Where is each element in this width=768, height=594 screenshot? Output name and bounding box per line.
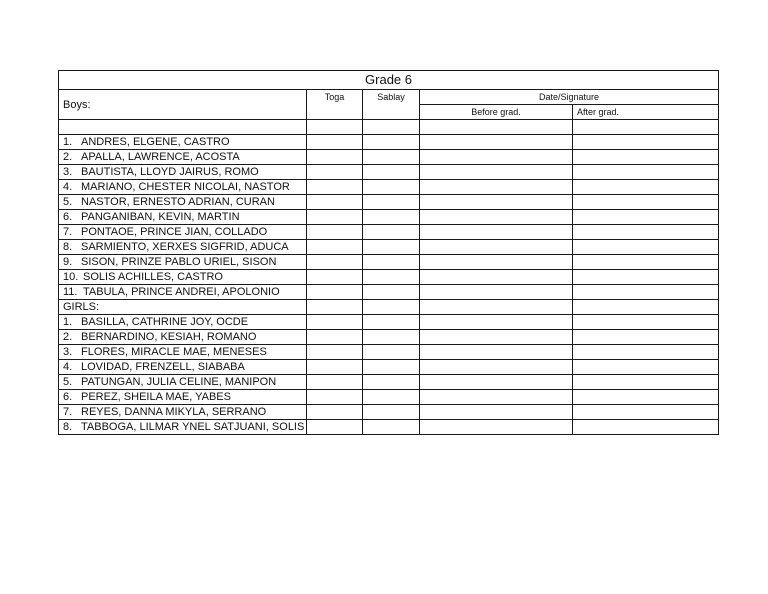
sablay-cell [363,329,420,344]
table-row [59,389,719,404]
sablay-cell [363,374,420,389]
after-grad-cell [573,209,719,224]
girls-label: GIRLS: [59,299,307,314]
student-name-cell [59,284,307,299]
toga-cell [307,329,363,344]
toga-cell [307,374,363,389]
before-grad-cell [420,254,573,269]
student-name-cell [59,344,307,359]
table-row [59,254,719,269]
toga-cell [307,164,363,179]
student-number: 1. [63,135,73,148]
table-row [59,269,719,284]
sablay-cell [363,254,420,269]
toga-cell [307,239,363,254]
student-name-cell [59,314,307,329]
student-name: BERNARDINO, KESIAH, ROMANO [81,330,257,343]
after-grad-cell [573,344,719,359]
sablay-cell [363,164,420,179]
toga-cell [307,209,363,224]
student-name: TABULA, PRINCE ANDREI, APOLONIO [83,285,280,298]
student-name-cell [59,134,307,149]
sablay-cell [363,404,420,419]
after-grad-cell [573,254,719,269]
sablay-cell [363,209,420,224]
table-row [59,209,719,224]
student-name-cell [59,239,307,254]
student-number: 7. [63,225,73,238]
student-name-cell [59,404,307,419]
before-grad-cell [420,179,573,194]
after-grad-cell [573,179,719,194]
student-name: MARIANO, CHESTER NICOLAI, NASTOR [81,180,290,193]
student-number: 3. [63,165,73,178]
after-grad-cell [573,389,719,404]
toga-cell [307,314,363,329]
student-number: 4. [63,360,73,373]
blank-cell [307,120,363,135]
before-grad-cell [420,329,573,344]
student-name-cell [59,179,307,194]
student-name: PEREZ, SHEILA MAE, YABES [81,390,231,403]
grade-roster-table [58,70,719,435]
sablay-cell [363,134,420,149]
student-name: SARMIENTO, XERXES SIGFRID, ADUCA [81,240,289,253]
blank-cell [573,120,719,135]
student-name-cell [59,149,307,164]
sablay-cell [363,194,420,209]
student-name: LOVIDAD, FRENZELL, SIABABA [81,360,245,373]
toga-cell [307,149,363,164]
student-name: FLORES, MIRACLE MAE, MENESES [81,345,267,358]
girls-section-row [59,299,719,314]
title-row [59,71,719,90]
student-number: 2. [63,330,73,343]
student-number: 6. [63,210,73,223]
table-row [59,149,719,164]
toga-cell [307,179,363,194]
grade-title: Grade 6 [59,71,719,90]
before-grad-cell [420,134,573,149]
after-grad-cell [573,299,719,314]
toga-cell [307,419,363,434]
toga-cell [307,224,363,239]
sablay-cell [363,419,420,434]
after-grad-cell [573,269,719,284]
student-name: BAUTISTA, LLOYD JAIRUS, ROMO [81,165,259,178]
toga-cell [307,404,363,419]
toga-cell [307,194,363,209]
sablay-header: Sablay [363,90,420,120]
before-grad-cell [420,149,573,164]
after-grad-cell [573,239,719,254]
student-name: SOLIS ACHILLES, CASTRO [83,270,223,283]
before-grad-cell [420,359,573,374]
after-grad-header: After grad. [573,105,719,120]
document-page [58,70,718,435]
student-number: 10. [63,270,79,283]
after-grad-cell [573,194,719,209]
student-name-cell [59,254,307,269]
after-grad-cell [573,359,719,374]
blank-cell [420,120,573,135]
student-name: REYES, DANNA MIKYLA, SERRANO [81,405,267,418]
before-grad-cell [420,419,573,434]
toga-cell [307,284,363,299]
table-row [59,164,719,179]
before-grad-cell [420,164,573,179]
student-name: NASTOR, ERNESTO ADRIAN, CURAN [81,195,275,208]
after-grad-cell [573,134,719,149]
sablay-cell [363,269,420,284]
blank-cell [59,120,307,135]
student-number: 3. [63,345,73,358]
toga-cell [307,134,363,149]
after-grad-cell [573,314,719,329]
table-row [59,179,719,194]
sablay-cell [363,179,420,194]
before-grad-cell [420,209,573,224]
before-grad-cell [420,374,573,389]
student-number: 8. [63,240,73,253]
sablay-cell [363,389,420,404]
toga-cell [307,359,363,374]
table-row [59,134,719,149]
student-name-cell [59,359,307,374]
before-grad-cell [420,284,573,299]
toga-cell [307,269,363,284]
after-grad-cell [573,404,719,419]
student-number: 1. [63,315,73,328]
table-row [59,224,719,239]
student-name: SISON, PRINZE PABLO URIEL, SISON [81,255,277,268]
toga-cell [307,389,363,404]
student-number: 2. [63,150,73,163]
student-name-cell [59,194,307,209]
student-name: PANGANIBAN, KEVIN, MARTIN [81,210,240,223]
student-number: 8. [63,420,73,433]
header-row [59,90,719,105]
sablay-cell [363,314,420,329]
blank-cell [363,120,420,135]
before-grad-cell [420,194,573,209]
student-name: BASILLA, CATHRINE JOY, OCDE [81,315,249,328]
student-name-cell [59,269,307,284]
after-grad-cell [573,164,719,179]
before-grad-cell [420,269,573,284]
before-grad-header: Before grad. [420,105,573,120]
sablay-cell [363,299,420,314]
student-name-cell [59,374,307,389]
table-row [59,314,719,329]
table-row [59,374,719,389]
student-number: 4. [63,180,73,193]
before-grad-cell [420,404,573,419]
table-row [59,284,719,299]
sablay-cell [363,239,420,254]
student-number: 5. [63,375,73,388]
table-row [59,344,719,359]
student-number: 9. [63,255,73,268]
after-grad-cell [573,284,719,299]
before-grad-cell [420,344,573,359]
student-name: APALLA, LAWRENCE, ACOSTA [81,150,240,163]
sablay-cell [363,224,420,239]
sablay-cell [363,284,420,299]
blank-row [59,120,719,135]
student-name-cell [59,209,307,224]
student-name-cell [59,329,307,344]
student-name-cell [59,419,307,434]
toga-cell [307,254,363,269]
table-row [59,419,719,434]
after-grad-cell [573,374,719,389]
table-row [59,359,719,374]
student-number: 7. [63,405,73,418]
student-name-cell [59,389,307,404]
toga-cell [307,344,363,359]
after-grad-cell [573,224,719,239]
after-grad-cell [573,149,719,164]
before-grad-cell [420,299,573,314]
table-row [59,404,719,419]
student-number: 6. [63,390,73,403]
student-name-cell [59,164,307,179]
after-grad-cell [573,419,719,434]
before-grad-cell [420,389,573,404]
sablay-cell [363,359,420,374]
sablay-cell [363,344,420,359]
student-name: PONTAOE, PRINCE JIAN, COLLADO [81,225,268,238]
table-row [59,239,719,254]
student-number: 11. [63,285,78,298]
after-grad-cell [573,329,719,344]
before-grad-cell [420,239,573,254]
before-grad-cell [420,314,573,329]
table-row [59,194,719,209]
student-name: ANDRES, ELGENE, CASTRO [81,135,230,148]
table-row [59,329,719,344]
student-number: 5. [63,195,73,208]
toga-header: Toga [307,90,363,120]
boys-label: Boys: [59,90,307,120]
sablay-cell [363,149,420,164]
student-name: TABBOGA, LILMAR YNEL SATJUANI, SOLIS [81,420,305,433]
toga-cell [307,299,363,314]
student-name: PATUNGAN, JULIA CELINE, MANIPON [81,375,277,388]
before-grad-cell [420,224,573,239]
student-name-cell [59,224,307,239]
date-signature-header: Date/Signature [420,90,719,105]
